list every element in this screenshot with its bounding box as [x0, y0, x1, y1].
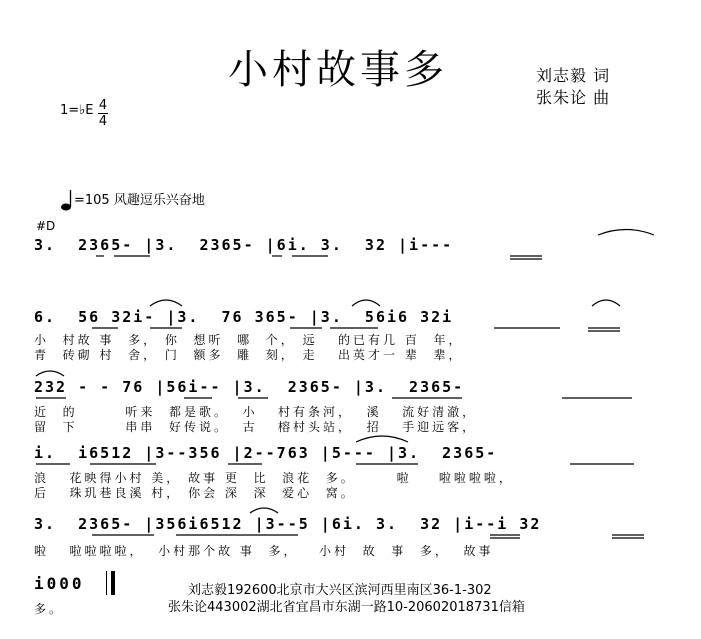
slur-mark: [352, 300, 380, 306]
slur-mark: [250, 508, 278, 513]
key-signature: 1=♭E: [60, 103, 94, 118]
notation-row-1: 3. 2365- |3. 2365- |6i. 3. 32 |i---: [34, 236, 454, 254]
footer-address-lyricist: 刘志毅192600北京市大兴区滨河西里南区36-1-302: [188, 583, 492, 598]
lyricist-credit: 刘志毅 词: [536, 66, 611, 85]
lyric-row-3-verse-2: 留 下 串串 好传说。 古 榕村头站， 招 手迎远客，: [34, 420, 478, 434]
ending-notes: i000: [34, 574, 85, 593]
notation-row-3: 232 - - 76 |56i-- |3. 2365- |3. 2365-: [34, 378, 465, 396]
lyric-row-2-verse-2: 青 砖砌 村 舍， 门 额多 雕 刻， 走 出英才一 辈 辈，: [34, 348, 464, 362]
key-change-marking: #D: [36, 219, 56, 233]
slur-mark: [150, 300, 182, 306]
tempo-marking: =105 风趣逗乐兴奋地: [74, 193, 205, 208]
lyric-row-2-verse-1: 小 村故 事 多， 你 想听 哪 个， 远 的已有几 百 年，: [34, 333, 464, 347]
lyric-row-4-verse-1: 浪 花映得小村 美， 故事 更 比 浪花 多。 啦 啦啦啦啦，: [34, 471, 514, 485]
slur-mark: [356, 436, 408, 442]
lyric-row-5-verse-1: 啦 啦啦啦啦， 小村那个故 事 多， 小村 故 事 多， 故事: [34, 544, 494, 558]
footer-address-composer: 张朱论443002湖北省宜昌市东湖一路10-20602018731信箱: [168, 600, 525, 615]
ending-lyric: 多。: [34, 602, 65, 616]
lyric-row-3-verse-1: 近 的 听来 都是歌。 小 村有条河， 溪 流好清澈，: [34, 405, 478, 419]
notation-row-5: 3. 2365- |356i6512 |3--5 |6i. 3. 32 |i--i 32: [34, 515, 542, 533]
notation-row-2: 6. 56 32i- |3. 76 365- |3. 56i6 32i: [34, 308, 454, 326]
song-title: 小村故事多: [228, 47, 448, 93]
slur-mark: [592, 300, 620, 306]
time-signature-bottom: 4: [98, 114, 108, 129]
composer-credit: 张朱论 曲: [536, 88, 611, 107]
time-signature-top: 4: [98, 98, 108, 113]
slur-mark: [598, 230, 654, 236]
lyric-row-4-verse-2: 后 珠玑巷良溪 村， 你会 深 深 爱心 窝。: [34, 486, 356, 500]
slur-mark: [36, 371, 64, 376]
notation-row-4: i. i6512 |3--356 |2--763 |5--- |3. 2365-: [34, 444, 498, 462]
